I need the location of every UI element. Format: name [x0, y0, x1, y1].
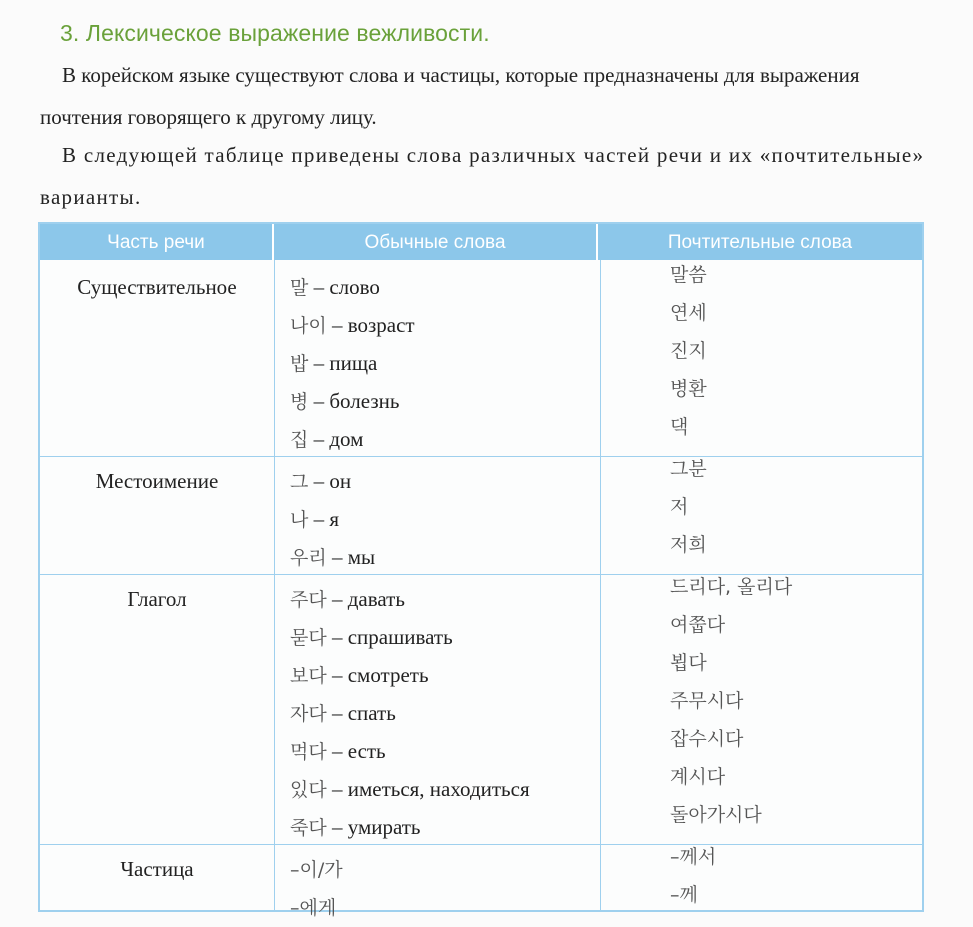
korean-word: 말: [290, 277, 309, 299]
row-divider: [40, 844, 922, 845]
dash-separator: –: [326, 587, 348, 611]
ordinary-word: [290, 538, 375, 576]
korean-word: 집: [290, 429, 309, 451]
header-polite-words: Почтительные слова: [667, 232, 853, 253]
korean-word: 나이: [290, 315, 327, 337]
ordinary-words-list: [290, 462, 375, 576]
dash-separator: –: [308, 275, 330, 299]
ordinary-word: [290, 420, 415, 458]
part-of-speech-cell: Местоимение: [95, 469, 219, 493]
part-of-speech-cell: Частица: [120, 857, 194, 881]
polite-word: –께서: [670, 846, 717, 868]
politeness-table: [38, 222, 924, 919]
polite-word: 뵙다: [670, 652, 707, 674]
polite-word: 말씀: [670, 264, 707, 286]
ordinary-word: [290, 618, 530, 656]
korean-word: 묻다: [290, 627, 327, 649]
ordinary-word: [290, 580, 530, 618]
ordinary-words-list: [290, 580, 530, 846]
korean-word: 자다: [290, 703, 327, 725]
korean-word: 병: [290, 391, 309, 413]
polite-words-list: [670, 568, 792, 834]
dash-separator: –: [308, 427, 330, 451]
korean-word: 나: [290, 509, 309, 531]
russian-translation: болезнь: [329, 389, 400, 413]
korean-word: 밥: [290, 353, 309, 375]
dash-separator: –: [308, 351, 330, 375]
ordinary-words-list: [290, 268, 415, 458]
russian-translation: он: [329, 469, 352, 493]
table-header: [40, 224, 922, 260]
korean-word: 주다: [290, 589, 327, 611]
intro-paragraph: В корейском языке существуют слова и частицы, которые предназначены для выражения почтения говорящего к другому лицу.: [40, 63, 860, 129]
russian-translation: смотреть: [347, 663, 429, 687]
korean-word: 있다: [290, 779, 327, 801]
polite-word: 돌아가시다: [670, 804, 762, 826]
polite-words-list: [670, 256, 707, 446]
ordinary-word: [290, 850, 343, 888]
russian-translation: спать: [347, 701, 396, 725]
header-part-of-speech: Часть речи: [40, 224, 274, 260]
korean-word: 그: [290, 471, 309, 493]
polite-word: 여쭙다: [670, 614, 726, 636]
dash-separator: –: [326, 777, 348, 801]
table-intro-paragraph: В следующей таблице приведены слова различных частей речи и их «почтительные» варианты.: [40, 143, 925, 209]
header-ordinary-words: Обычные слова: [274, 224, 598, 260]
ordinary-word: [290, 306, 415, 344]
russian-translation: мы: [347, 545, 376, 569]
polite-word: 저: [670, 496, 689, 518]
korean-word: 먹다: [290, 741, 327, 763]
part-of-speech-cell: Глагол: [127, 587, 187, 611]
polite-word: 연세: [670, 302, 707, 324]
row-divider: [40, 456, 922, 457]
polite-word: 댁: [670, 416, 689, 438]
dash-separator: –: [326, 625, 348, 649]
table-group: [40, 576, 922, 846]
polite-word: 계시다: [670, 766, 726, 788]
korean-word: –에게: [290, 897, 337, 919]
table-group: [40, 846, 922, 926]
table-group: [40, 458, 922, 576]
korean-word: 보다: [290, 665, 327, 687]
dash-separator: –: [326, 663, 348, 687]
ordinary-word: [290, 694, 530, 732]
russian-translation: я: [329, 507, 340, 531]
korean-word: 죽다: [290, 817, 327, 839]
polite-word: 그분: [670, 458, 707, 480]
russian-translation: возраст: [347, 313, 415, 337]
russian-translation: пища: [329, 351, 378, 375]
dash-separator: –: [308, 469, 330, 493]
polite-word: 병환: [670, 378, 707, 400]
russian-translation: давать: [347, 587, 405, 611]
dash-separator: –: [326, 545, 348, 569]
ordinary-word: [290, 656, 530, 694]
polite-word: 저희: [670, 534, 707, 556]
polite-word: 드리다, 올리다: [670, 576, 793, 598]
russian-translation: спрашивать: [347, 625, 453, 649]
korean-word: –이/가: [290, 859, 343, 881]
russian-translation: дом: [329, 427, 364, 451]
russian-translation: слово: [329, 275, 380, 299]
ordinary-words-list: [290, 850, 343, 926]
ordinary-word: [290, 500, 375, 538]
dash-separator: –: [308, 389, 330, 413]
dash-separator: –: [326, 739, 348, 763]
russian-translation: есть: [347, 739, 386, 763]
dash-separator: –: [326, 815, 348, 839]
ordinary-word: [290, 808, 530, 846]
russian-translation: иметься, находиться: [347, 777, 530, 801]
ordinary-word: [290, 732, 530, 770]
ordinary-word: [290, 268, 415, 306]
ordinary-word: [290, 770, 530, 808]
polite-word: –께: [670, 884, 698, 906]
ordinary-word: [290, 382, 415, 420]
polite-word: 잡수시다: [670, 728, 744, 750]
part-of-speech-cell: Существительное: [77, 275, 237, 299]
polite-words-list: [670, 838, 716, 914]
korean-word: 우리: [290, 547, 327, 569]
dash-separator: –: [326, 313, 348, 337]
ordinary-word: [290, 888, 343, 926]
ordinary-word: [290, 344, 415, 382]
polite-words-list: [670, 450, 707, 564]
section-heading: 3. Лексическое выражение вежливости.: [60, 20, 490, 46]
ordinary-word: [290, 462, 375, 500]
dash-separator: –: [308, 507, 330, 531]
table-group: [40, 264, 922, 458]
russian-translation: умирать: [347, 815, 421, 839]
polite-word: 진지: [670, 340, 707, 362]
dash-separator: –: [326, 701, 348, 725]
polite-word: 주무시다: [670, 690, 744, 712]
